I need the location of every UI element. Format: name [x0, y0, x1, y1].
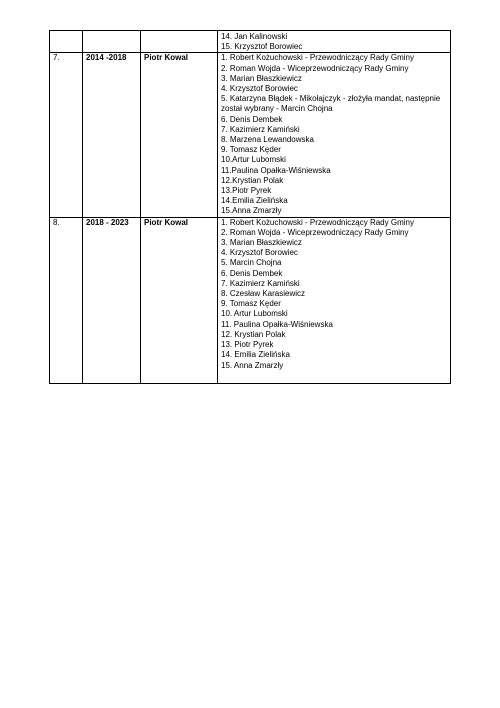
member-item: 6. Denis Dembek [221, 268, 283, 278]
term-years-cell: 2014 -2018 [83, 53, 141, 217]
member-item: 15. Krzysztof Borowiec [221, 42, 303, 52]
member-item: 15. Anna Zmarzły [221, 360, 284, 370]
term-years-cell [83, 31, 141, 53]
member-item: 11. Paulina Opałka-Wiśniewska [221, 319, 333, 329]
member-item: 5. Marcin Chojna [221, 258, 282, 268]
members-list-cell [218, 53, 451, 217]
member-item: 6. Denis Dembek [221, 114, 283, 124]
member-item: 3. Marian Błaszkiewicz [221, 73, 302, 83]
members-list-cell [218, 31, 451, 53]
member-item: 15.Anna Zmarzły [221, 206, 282, 216]
member-item: 12.Krystian Polak [221, 175, 284, 185]
term-number-cell: 8. [50, 217, 83, 383]
members-list-cell [218, 217, 451, 383]
chair-name-cell: Piotr Kowal [141, 53, 218, 217]
member-item: 7. Kazimierz Kamiński [221, 124, 300, 134]
member-item: 11.Paulina Opałka-Wiśniewska [221, 165, 331, 175]
member-item: 14. Jan Kalinowski [221, 32, 288, 41]
member-item: 14. Emilia Zielińska [221, 350, 290, 360]
member-item: 2. Roman Wojda - Wiceprzewodniczący Rady Gminy [221, 63, 409, 73]
chair-name-cell [141, 31, 218, 53]
member-item: 4. Krzysztof Borowiec [221, 248, 298, 258]
member-item: 9. Tomasz Kęder [221, 299, 281, 309]
table-row-term-8 [50, 217, 451, 383]
member-item: 8. Czesław Karasiewicz [221, 289, 306, 299]
table-row-term-7 [50, 53, 451, 217]
member-item: 8. Marzena Lewandowska [221, 135, 314, 145]
member-item: 7. Kazimierz Kamiński [221, 278, 300, 288]
member-item: 12. Krystian Polak [221, 329, 286, 339]
member-item: 13. Piotr Pyrek [221, 340, 274, 350]
member-item: 9. Tomasz Kęder [221, 145, 281, 155]
member-item: 1. Robert Kożuchowski - Przewodniczący Rady Gminy [221, 53, 414, 63]
member-item: 10. Artur Lubomski [221, 309, 288, 319]
term-number-cell: 7. [50, 53, 83, 217]
chair-name-cell: Piotr Kowal [141, 217, 218, 383]
term-years-cell: 2018 - 2023 [83, 217, 141, 383]
member-item: 4. Krzysztof Borowiec [221, 84, 298, 94]
member-item: 3. Marian Błaszkiewicz [221, 238, 302, 248]
council-terms-table [49, 30, 451, 384]
member-item: 14.Emilia Zielińska [221, 196, 288, 206]
term-number-cell [50, 31, 83, 53]
member-item: 13.Piotr Pyrek [221, 186, 272, 196]
table-row-continuation [50, 31, 451, 53]
member-item: 1. Robert Kożuchowski - Przewodniczący Rady Gminy [221, 217, 414, 227]
member-item: 10.Artur Lubomski [221, 155, 286, 165]
member-item: 2. Roman Wojda - Wiceprzewodniczący Rady Gminy [221, 227, 409, 237]
member-item: 5. Katarzyna Błądek - Mikołajczyk - złożyła mandat, następnie został wybrany - Marcin Chojna [221, 94, 441, 114]
